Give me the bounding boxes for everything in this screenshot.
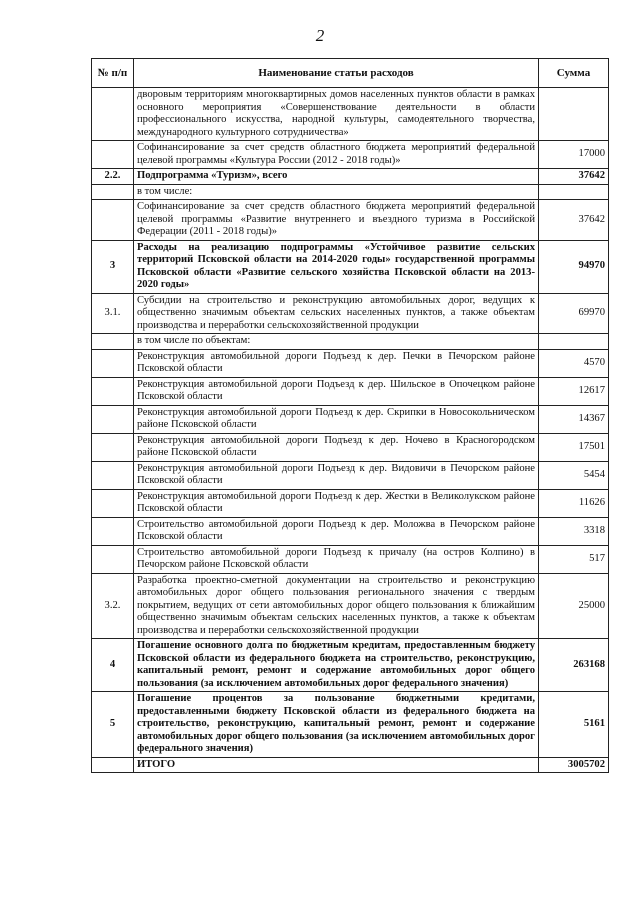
row-number (92, 461, 134, 489)
row-sum: 14367 (539, 405, 609, 433)
row-name: Погашение процентов за пользование бюджетными кредитами, предоставленными бюджету Псковской области из федерального бюджета на строительство, реконструкцию, капитальный ремонт, ремонт и содержание автомобильных дорог общего пользования (за исключением автомобильных дорог федерального значения) (134, 692, 539, 758)
row-number (92, 349, 134, 377)
row-number (92, 757, 134, 773)
table-row (92, 573, 609, 639)
header-name: Наименование статьи расходов (134, 59, 539, 88)
row-number (92, 377, 134, 405)
table-row (92, 88, 609, 141)
row-name: Погашение основного долга по бюджетным кредитам, предоставленным бюджету Псковской области из федерального бюджета на строительство, реконструкцию, капитальный ремонт, ремонт и содержание автомобильных дорог общего пользования (за исключением автомобильных дорог федерального значения) (134, 639, 539, 692)
row-number: 3.1. (92, 293, 134, 334)
row-name: ИТОГО (134, 757, 539, 773)
table-row (92, 545, 609, 573)
table-row (92, 141, 609, 169)
table-row (92, 240, 609, 293)
row-name: Реконструкция автомобильной дороги Подъезд к дер. Жестки в Великолукском районе Псковской области (134, 489, 539, 517)
row-name: Строительство автомобильной дороги Подъезд к причалу (на остров Колпино) в Печорском районе Псковской области (134, 545, 539, 573)
row-name: Реконструкция автомобильной дороги Подъезд к дер. Скрипки в Новосокольническом районе Псковской области (134, 405, 539, 433)
budget-table (91, 58, 609, 773)
row-name: в том числе: (134, 184, 539, 200)
row-number (92, 405, 134, 433)
table-row (92, 200, 609, 241)
row-number (92, 334, 134, 350)
table-row (92, 405, 609, 433)
row-number (92, 433, 134, 461)
row-name: Софинансирование за счет средств областного бюджета мероприятий федеральной целевой программы «Развитие внутреннего и въездного туризма в Российской Федерации (2011 - 2018 годы)» (134, 200, 539, 241)
row-name: Софинансирование за счет средств областного бюджета мероприятий федеральной целевой программы «Культура России (2012 - 2018 годы)» (134, 141, 539, 169)
row-number (92, 545, 134, 573)
row-name: дворовым территориям многоквартирных домов населенных пунктов области в рамках основного мероприятия «Совершенствование деятельности в области профессионального искусства, народной культуры, самодеятельного творчества, международного культурного сотрудничества» (134, 88, 539, 141)
row-sum: 17000 (539, 141, 609, 169)
row-number (92, 489, 134, 517)
row-sum: 3318 (539, 517, 609, 545)
row-sum: 69970 (539, 293, 609, 334)
table-row (92, 639, 609, 692)
row-number (92, 184, 134, 200)
page-number: 2 (315, 26, 325, 45)
header-sum: Сумма (539, 59, 609, 88)
row-sum: 11626 (539, 489, 609, 517)
table-row (92, 293, 609, 334)
table-row (92, 184, 609, 200)
row-name: Разработка проектно-сметной документации на строительство и реконструкцию автомобильных дорог общего пользования регионального значения с твердым покрытием, ведущих от сети автомобильных дорог общего пользования к ближайшим общественно значимым объектам сельских населенных пунктов, а также к объектам производства и переработки сельскохозяйственной продукции (134, 573, 539, 639)
table-row (92, 461, 609, 489)
row-name: Строительство автомобильной дороги Подъезд к дер. Моложва в Печорском районе Псковской области (134, 517, 539, 545)
row-name: Реконструкция автомобильной дороги Подъезд к дер. Видовичи в Печорском районе Псковской области (134, 461, 539, 489)
table-row (92, 489, 609, 517)
table-row (92, 169, 609, 185)
row-number: 2.2. (92, 169, 134, 185)
row-sum (539, 334, 609, 350)
row-name: Субсидии на строительство и реконструкцию автомобильных дорог, ведущих к общественно значимым объектам сельских населенных пунктов, а также объектам производства и переработки сельскохозяйственной продукции (134, 293, 539, 334)
table-row (92, 433, 609, 461)
row-sum: 4570 (539, 349, 609, 377)
table-row (92, 334, 609, 350)
row-sum (539, 184, 609, 200)
row-number: 4 (92, 639, 134, 692)
row-name: Реконструкция автомобильной дороги Подъезд к дер. Шильское в Опочецком районе Псковской области (134, 377, 539, 405)
table-row (92, 377, 609, 405)
row-sum: 5161 (539, 692, 609, 758)
row-sum: 94970 (539, 240, 609, 293)
table-body (92, 88, 609, 773)
row-number (92, 88, 134, 141)
row-sum: 5454 (539, 461, 609, 489)
table-row (92, 349, 609, 377)
row-sum: 37642 (539, 169, 609, 185)
table-row (92, 757, 609, 773)
row-name: Реконструкция автомобильной дороги Подъезд к дер. Ночево в Красногородском районе Псковской области (134, 433, 539, 461)
row-number (92, 200, 134, 241)
table-row (92, 692, 609, 758)
row-number (92, 141, 134, 169)
row-sum: 37642 (539, 200, 609, 241)
row-name: Реконструкция автомобильной дороги Подъезд к дер. Печки в Печорском районе Псковской области (134, 349, 539, 377)
row-number: 5 (92, 692, 134, 758)
table-header-row (92, 59, 609, 88)
row-sum: 3005702 (539, 757, 609, 773)
row-sum: 17501 (539, 433, 609, 461)
row-name: Подпрограмма «Туризм», всего (134, 169, 539, 185)
header-num: № п/п (92, 59, 134, 88)
row-number: 3.2. (92, 573, 134, 639)
row-sum: 517 (539, 545, 609, 573)
row-name: Расходы на реализацию подпрограммы «Устойчивое развитие сельских территорий Псковской области на 2014-2020 годы» государственной программы Псковской области «Развитие сельского хозяйства Псковской области на 2013-2020 годы» (134, 240, 539, 293)
row-sum (539, 88, 609, 141)
row-sum: 263168 (539, 639, 609, 692)
table-row (92, 517, 609, 545)
row-number: 3 (92, 240, 134, 293)
row-number (92, 517, 134, 545)
row-name: в том числе по объектам: (134, 334, 539, 350)
row-sum: 25000 (539, 573, 609, 639)
row-sum: 12617 (539, 377, 609, 405)
